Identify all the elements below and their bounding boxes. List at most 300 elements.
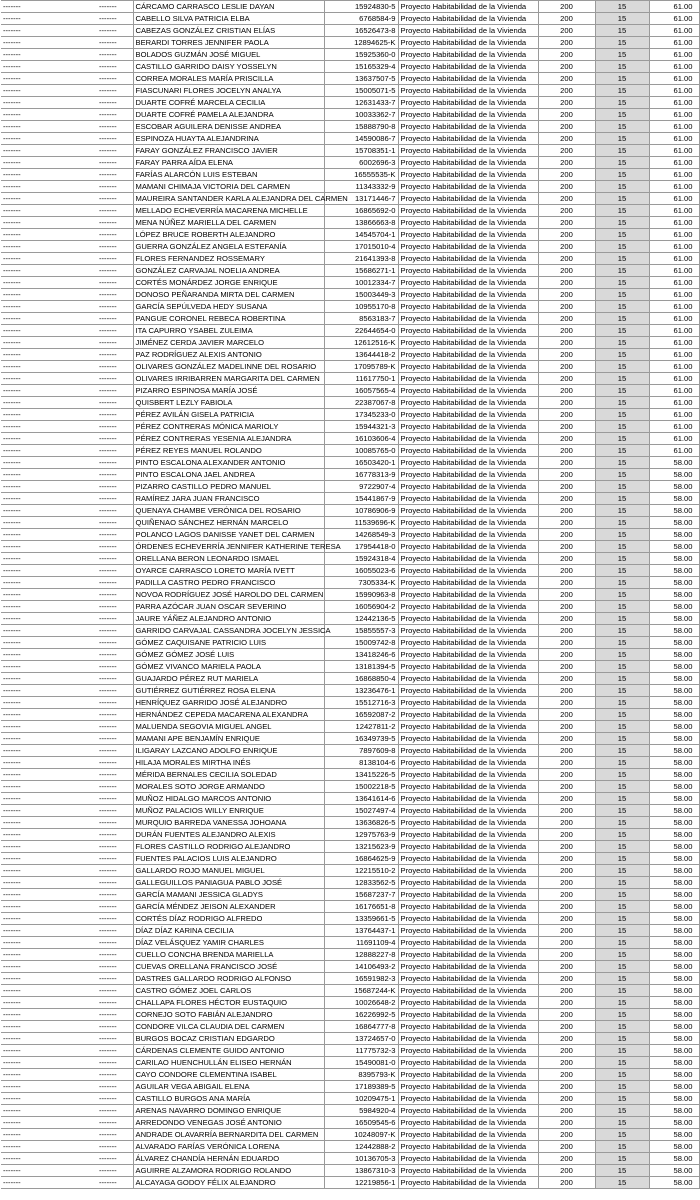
project-cell: Proyecto Habitabilidad de la Vivienda xyxy=(398,13,538,25)
rut-cell: 15687237-7 xyxy=(324,889,398,901)
table-row xyxy=(1,769,699,781)
score-cell: 58.00 xyxy=(649,601,699,613)
rut-cell: 16103606-4 xyxy=(324,433,398,445)
score-cell: 58.00 xyxy=(649,913,699,925)
project-cell: Proyecto Habitabilidad de la Vivienda xyxy=(398,637,538,649)
count-cell: 15 xyxy=(595,1153,649,1165)
count-cell: 15 xyxy=(595,217,649,229)
project-cell: Proyecto Habitabilidad de la Vivienda xyxy=(398,1153,538,1165)
count-cell: 15 xyxy=(595,949,649,961)
count-cell: 15 xyxy=(595,829,649,841)
placeholder-cell: ------- xyxy=(1,661,97,673)
placeholder-cell: ------- xyxy=(1,97,97,109)
score-cell: 58.00 xyxy=(649,793,699,805)
project-cell: Proyecto Habitabilidad de la Vivienda xyxy=(398,973,538,985)
amount-cell: 200 xyxy=(538,373,595,385)
placeholder-cell: ------- xyxy=(1,13,97,25)
score-cell: 61.00 xyxy=(649,349,699,361)
table-row xyxy=(1,361,699,373)
name-cell: GUAJARDO PÉREZ RUT MARIELA xyxy=(133,673,324,685)
count-cell: 15 xyxy=(595,889,649,901)
rut-cell: 15925360-0 xyxy=(324,49,398,61)
name-cell: QUIÑENAO SÁNCHEZ HERNÁN MARCELO xyxy=(133,517,324,529)
project-cell: Proyecto Habitabilidad de la Vivienda xyxy=(398,577,538,589)
placeholder-cell: ------- xyxy=(97,745,133,757)
table-row xyxy=(1,529,699,541)
amount-cell: 200 xyxy=(538,577,595,589)
project-cell: Proyecto Habitabilidad de la Vivienda xyxy=(398,601,538,613)
score-cell: 61.00 xyxy=(649,421,699,433)
count-cell: 15 xyxy=(595,181,649,193)
score-cell: 61.00 xyxy=(649,1,699,13)
placeholder-cell: ------- xyxy=(1,145,97,157)
score-cell: 61.00 xyxy=(649,193,699,205)
score-cell: 61.00 xyxy=(649,25,699,37)
placeholder-cell: ------- xyxy=(97,25,133,37)
placeholder-cell: ------- xyxy=(1,901,97,913)
score-cell: 61.00 xyxy=(649,157,699,169)
placeholder-cell: ------- xyxy=(97,769,133,781)
name-cell: ORELLANA BERON LEONARDO ISMAEL xyxy=(133,553,324,565)
count-cell: 15 xyxy=(595,1021,649,1033)
count-cell: 15 xyxy=(595,145,649,157)
name-cell: ARREDONDO VENEGAS JOSÉ ANTONIO xyxy=(133,1117,324,1129)
project-cell: Proyecto Habitabilidad de la Vivienda xyxy=(398,949,538,961)
name-cell: MURQUIO BARREDA VANESSA JOHOANA xyxy=(133,817,324,829)
placeholder-cell: ------- xyxy=(1,913,97,925)
table-row xyxy=(1,709,699,721)
placeholder-cell: ------- xyxy=(97,421,133,433)
placeholder-cell: ------- xyxy=(1,1153,97,1165)
placeholder-cell: ------- xyxy=(1,973,97,985)
name-cell: DUARTE COFRÉ MARCELA CECILIA xyxy=(133,97,324,109)
placeholder-cell: ------- xyxy=(1,1045,97,1057)
placeholder-cell: ------- xyxy=(97,1105,133,1117)
count-cell: 15 xyxy=(595,1045,649,1057)
count-cell: 15 xyxy=(595,313,649,325)
placeholder-cell: ------- xyxy=(1,49,97,61)
rut-cell: 14106493-2 xyxy=(324,961,398,973)
score-cell: 58.00 xyxy=(649,1069,699,1081)
placeholder-cell: ------- xyxy=(97,637,133,649)
placeholder-cell: ------- xyxy=(97,1165,133,1177)
score-cell: 61.00 xyxy=(649,205,699,217)
placeholder-cell: ------- xyxy=(1,709,97,721)
placeholder-cell: ------- xyxy=(1,673,97,685)
placeholder-cell: ------- xyxy=(97,349,133,361)
score-cell: 61.00 xyxy=(649,325,699,337)
score-cell: 61.00 xyxy=(649,169,699,181)
placeholder-cell: ------- xyxy=(97,61,133,73)
rut-cell: 17095789-K xyxy=(324,361,398,373)
table-row xyxy=(1,733,699,745)
count-cell: 15 xyxy=(595,817,649,829)
count-cell: 15 xyxy=(595,277,649,289)
amount-cell: 200 xyxy=(538,25,595,37)
rut-cell: 8138104-6 xyxy=(324,757,398,769)
placeholder-cell: ------- xyxy=(1,769,97,781)
score-cell: 58.00 xyxy=(649,1141,699,1153)
rut-cell: 10955170-8 xyxy=(324,301,398,313)
name-cell: PÉREZ CONTRERAS YESENIA ALEJANDRA xyxy=(133,433,324,445)
table-row xyxy=(1,1033,699,1045)
amount-cell: 200 xyxy=(538,973,595,985)
rut-cell: 11539696-K xyxy=(324,517,398,529)
score-cell: 58.00 xyxy=(649,1021,699,1033)
project-cell: Proyecto Habitabilidad de la Vivienda xyxy=(398,709,538,721)
placeholder-cell: ------- xyxy=(1,733,97,745)
name-cell: CASTRO GÓMEZ JOEL CARLOS xyxy=(133,985,324,997)
name-cell: FUENTES PALACIOS LUIS ALEJANDRO xyxy=(133,853,324,865)
score-cell: 61.00 xyxy=(649,433,699,445)
score-cell: 58.00 xyxy=(649,1153,699,1165)
placeholder-cell: ------- xyxy=(97,889,133,901)
amount-cell: 200 xyxy=(538,1093,595,1105)
amount-cell: 200 xyxy=(538,889,595,901)
amount-cell: 200 xyxy=(538,817,595,829)
amount-cell: 200 xyxy=(538,277,595,289)
name-cell: PINTO ESCALONA JAEL ANDREA xyxy=(133,469,324,481)
amount-cell: 200 xyxy=(538,961,595,973)
placeholder-cell: ------- xyxy=(1,685,97,697)
project-cell: Proyecto Habitabilidad de la Vivienda xyxy=(398,1117,538,1129)
amount-cell: 200 xyxy=(538,457,595,469)
project-cell: Proyecto Habitabilidad de la Vivienda xyxy=(398,553,538,565)
score-cell: 58.00 xyxy=(649,517,699,529)
count-cell: 15 xyxy=(595,85,649,97)
placeholder-cell: ------- xyxy=(97,1081,133,1093)
score-cell: 61.00 xyxy=(649,265,699,277)
count-cell: 15 xyxy=(595,109,649,121)
table-row xyxy=(1,1,699,13)
name-cell: POLANCO LAGOS DANISSE YANET DEL CARMEN xyxy=(133,529,324,541)
placeholder-cell: ------- xyxy=(97,265,133,277)
project-cell: Proyecto Habitabilidad de la Vivienda xyxy=(398,493,538,505)
rut-cell: 13415226-5 xyxy=(324,769,398,781)
table-row xyxy=(1,421,699,433)
count-cell: 15 xyxy=(595,265,649,277)
placeholder-cell: ------- xyxy=(1,697,97,709)
rut-cell: 15686271-1 xyxy=(324,265,398,277)
placeholder-cell: ------- xyxy=(97,1117,133,1129)
count-cell: 15 xyxy=(595,253,649,265)
amount-cell: 200 xyxy=(538,877,595,889)
placeholder-cell: ------- xyxy=(97,409,133,421)
placeholder-cell: ------- xyxy=(1,637,97,649)
score-cell: 61.00 xyxy=(649,445,699,457)
name-cell: BERARDI TORRES JENNIFER PAOLA xyxy=(133,37,324,49)
amount-cell: 200 xyxy=(538,997,595,1009)
project-cell: Proyecto Habitabilidad de la Vivienda xyxy=(398,889,538,901)
score-cell: 58.00 xyxy=(649,949,699,961)
amount-cell: 200 xyxy=(538,385,595,397)
table-row xyxy=(1,1105,699,1117)
placeholder-cell: ------- xyxy=(97,337,133,349)
name-cell: CUEVAS ORELLANA FRANCISCO JOSÉ xyxy=(133,961,324,973)
rut-cell: 13181394-5 xyxy=(324,661,398,673)
rut-cell: 13215623-9 xyxy=(324,841,398,853)
count-cell: 15 xyxy=(595,913,649,925)
project-cell: Proyecto Habitabilidad de la Vivienda xyxy=(398,769,538,781)
project-cell: Proyecto Habitabilidad de la Vivienda xyxy=(398,229,538,241)
count-cell: 15 xyxy=(595,157,649,169)
placeholder-cell: ------- xyxy=(97,505,133,517)
project-cell: Proyecto Habitabilidad de la Vivienda xyxy=(398,781,538,793)
project-cell: Proyecto Habitabilidad de la Vivienda xyxy=(398,253,538,265)
rut-cell: 6768584-9 xyxy=(324,13,398,25)
rut-cell: 13171446-7 xyxy=(324,193,398,205)
name-cell: RAMÍREZ JARA JUAN FRANCISCO xyxy=(133,493,324,505)
name-cell: CORTÉS DÍAZ RODRIGO ALFREDO xyxy=(133,913,324,925)
amount-cell: 200 xyxy=(538,781,595,793)
count-cell: 15 xyxy=(595,445,649,457)
placeholder-cell: ------- xyxy=(1,1081,97,1093)
name-cell: CORTÉS MONÁRDEZ JORGE ENRIQUE xyxy=(133,277,324,289)
rut-cell: 10033362-7 xyxy=(324,109,398,121)
score-cell: 61.00 xyxy=(649,385,699,397)
amount-cell: 200 xyxy=(538,733,595,745)
count-cell: 15 xyxy=(595,1141,649,1153)
project-cell: Proyecto Habitabilidad de la Vivienda xyxy=(398,1069,538,1081)
project-cell: Proyecto Habitabilidad de la Vivienda xyxy=(398,961,538,973)
rut-cell: 9722907-4 xyxy=(324,481,398,493)
placeholder-cell: ------- xyxy=(1,445,97,457)
table-row xyxy=(1,25,699,37)
table-row xyxy=(1,133,699,145)
count-cell: 15 xyxy=(595,241,649,253)
amount-cell: 200 xyxy=(538,61,595,73)
count-cell: 15 xyxy=(595,517,649,529)
table-row xyxy=(1,385,699,397)
score-cell: 61.00 xyxy=(649,241,699,253)
table-row xyxy=(1,217,699,229)
amount-cell: 200 xyxy=(538,865,595,877)
table-row xyxy=(1,505,699,517)
amount-cell: 200 xyxy=(538,1117,595,1129)
rut-cell: 16864625-9 xyxy=(324,853,398,865)
amount-cell: 200 xyxy=(538,1105,595,1117)
count-cell: 15 xyxy=(595,577,649,589)
placeholder-cell: ------- xyxy=(1,517,97,529)
placeholder-cell: ------- xyxy=(1,397,97,409)
amount-cell: 200 xyxy=(538,493,595,505)
count-cell: 15 xyxy=(595,589,649,601)
name-cell: DUARTE COFRÉ PAMELA ALEJANDRA xyxy=(133,109,324,121)
table-row xyxy=(1,637,699,649)
project-cell: Proyecto Habitabilidad de la Vivienda xyxy=(398,1093,538,1105)
score-cell: 58.00 xyxy=(649,1117,699,1129)
count-cell: 15 xyxy=(595,1033,649,1045)
count-cell: 15 xyxy=(595,1009,649,1021)
placeholder-cell: ------- xyxy=(1,325,97,337)
project-cell: Proyecto Habitabilidad de la Vivienda xyxy=(398,97,538,109)
amount-cell: 200 xyxy=(538,217,595,229)
name-cell: PARRA AZÓCAR JUAN OSCAR SEVERINO xyxy=(133,601,324,613)
table-row xyxy=(1,229,699,241)
amount-cell: 200 xyxy=(538,145,595,157)
rut-cell: 8563183-7 xyxy=(324,313,398,325)
placeholder-cell: ------- xyxy=(97,997,133,1009)
score-cell: 61.00 xyxy=(649,13,699,25)
score-cell: 61.00 xyxy=(649,49,699,61)
name-cell: GARCÍA MÉNDEZ JEISON ALEXANDER xyxy=(133,901,324,913)
amount-cell: 200 xyxy=(538,601,595,613)
amount-cell: 200 xyxy=(538,49,595,61)
count-cell: 15 xyxy=(595,73,649,85)
project-cell: Proyecto Habitabilidad de la Vivienda xyxy=(398,85,538,97)
count-cell: 15 xyxy=(595,493,649,505)
score-cell: 61.00 xyxy=(649,289,699,301)
amount-cell: 200 xyxy=(538,661,595,673)
name-cell: JAURE YÁÑEZ ALEJANDRO ANTONIO xyxy=(133,613,324,625)
score-cell: 61.00 xyxy=(649,97,699,109)
project-cell: Proyecto Habitabilidad de la Vivienda xyxy=(398,421,538,433)
score-cell: 58.00 xyxy=(649,493,699,505)
amount-cell: 200 xyxy=(538,553,595,565)
name-cell: ESPINOZA HUAYTA ALEJANDRINA xyxy=(133,133,324,145)
table-row xyxy=(1,325,699,337)
rut-cell: 15924318-4 xyxy=(324,553,398,565)
table-row xyxy=(1,409,699,421)
placeholder-cell: ------- xyxy=(1,85,97,97)
rut-cell: 10085765-0 xyxy=(324,445,398,457)
placeholder-cell: ------- xyxy=(1,865,97,877)
score-cell: 61.00 xyxy=(649,85,699,97)
table-row xyxy=(1,313,699,325)
table-row xyxy=(1,397,699,409)
project-cell: Proyecto Habitabilidad de la Vivienda xyxy=(398,853,538,865)
placeholder-cell: ------- xyxy=(1,565,97,577)
count-cell: 15 xyxy=(595,1129,649,1141)
rut-cell: 15009742-8 xyxy=(324,637,398,649)
count-cell: 15 xyxy=(595,925,649,937)
amount-cell: 200 xyxy=(538,985,595,997)
project-cell: Proyecto Habitabilidad de la Vivienda xyxy=(398,61,538,73)
name-cell: GÓMEZ GÓMEZ JOSÉ LUIS xyxy=(133,649,324,661)
name-cell: PIZARRO CASTILLO PEDRO MANUEL xyxy=(133,481,324,493)
rut-cell: 13644418-2 xyxy=(324,349,398,361)
count-cell: 15 xyxy=(595,385,649,397)
rut-cell: 16865692-0 xyxy=(324,205,398,217)
count-cell: 15 xyxy=(595,1105,649,1117)
project-cell: Proyecto Habitabilidad de la Vivienda xyxy=(398,985,538,997)
name-cell: AGUIRRE ALZAMORA RODRIGO ROLANDO xyxy=(133,1165,324,1177)
count-cell: 15 xyxy=(595,121,649,133)
placeholder-cell: ------- xyxy=(1,361,97,373)
amount-cell: 200 xyxy=(538,13,595,25)
amount-cell: 200 xyxy=(538,37,595,49)
project-cell: Proyecto Habitabilidad de la Vivienda xyxy=(398,145,538,157)
placeholder-cell: ------- xyxy=(97,733,133,745)
score-cell: 61.00 xyxy=(649,73,699,85)
table-row xyxy=(1,1141,699,1153)
name-cell: QUENAYA CHAMBE VERÓNICA DEL ROSARIO xyxy=(133,505,324,517)
rut-cell: 12442136-5 xyxy=(324,613,398,625)
count-cell: 15 xyxy=(595,133,649,145)
count-cell: 15 xyxy=(595,793,649,805)
project-cell: Proyecto Habitabilidad de la Vivienda xyxy=(398,505,538,517)
project-cell: Proyecto Habitabilidad de la Vivienda xyxy=(398,817,538,829)
placeholder-cell: ------- xyxy=(1,1141,97,1153)
placeholder-cell: ------- xyxy=(97,361,133,373)
amount-cell: 200 xyxy=(538,541,595,553)
placeholder-cell: ------- xyxy=(97,553,133,565)
amount-cell: 200 xyxy=(538,397,595,409)
placeholder-cell: ------- xyxy=(97,601,133,613)
project-cell: Proyecto Habitabilidad de la Vivienda xyxy=(398,289,538,301)
name-cell: DÍAZ VELÁSQUEZ YAMIR CHARLES xyxy=(133,937,324,949)
rut-cell: 12894625-K xyxy=(324,37,398,49)
project-cell: Proyecto Habitabilidad de la Vivienda xyxy=(398,793,538,805)
placeholder-cell: ------- xyxy=(97,469,133,481)
name-cell: CABEZAS GONZÁLEZ CRISTIAN ELÍAS xyxy=(133,25,324,37)
score-cell: 61.00 xyxy=(649,217,699,229)
amount-cell: 200 xyxy=(538,181,595,193)
amount-cell: 200 xyxy=(538,421,595,433)
rut-cell: 15990963-8 xyxy=(324,589,398,601)
placeholder-cell: ------- xyxy=(97,97,133,109)
placeholder-cell: ------- xyxy=(1,961,97,973)
rut-cell: 16503420-1 xyxy=(324,457,398,469)
score-cell: 61.00 xyxy=(649,181,699,193)
count-cell: 15 xyxy=(595,961,649,973)
amount-cell: 200 xyxy=(538,1069,595,1081)
rut-cell: 8395793-K xyxy=(324,1069,398,1081)
project-cell: Proyecto Habitabilidad de la Vivienda xyxy=(398,997,538,1009)
placeholder-cell: ------- xyxy=(97,1057,133,1069)
table-row xyxy=(1,1153,699,1165)
amount-cell: 200 xyxy=(538,109,595,121)
placeholder-cell: ------- xyxy=(1,937,97,949)
placeholder-cell: ------- xyxy=(1,385,97,397)
placeholder-cell: ------- xyxy=(97,169,133,181)
table-row xyxy=(1,493,699,505)
name-cell: GUTIÉRREZ GUTIÉRREZ ROSA ELENA xyxy=(133,685,324,697)
count-cell: 15 xyxy=(595,877,649,889)
placeholder-cell: ------- xyxy=(97,85,133,97)
placeholder-cell: ------- xyxy=(97,673,133,685)
project-cell: Proyecto Habitabilidad de la Vivienda xyxy=(398,121,538,133)
name-cell: ITA CAPURRO YSABEL ZULEIMA xyxy=(133,325,324,337)
count-cell: 15 xyxy=(595,745,649,757)
placeholder-cell: ------- xyxy=(1,925,97,937)
rut-cell: 22387067-8 xyxy=(324,397,398,409)
score-cell: 58.00 xyxy=(649,661,699,673)
name-cell: GALLARDO ROJO MANUEL MIGUEL xyxy=(133,865,324,877)
score-cell: 61.00 xyxy=(649,37,699,49)
project-cell: Proyecto Habitabilidad de la Vivienda xyxy=(398,1165,538,1177)
amount-cell: 200 xyxy=(538,793,595,805)
placeholder-cell: ------- xyxy=(97,961,133,973)
count-cell: 15 xyxy=(595,409,649,421)
name-cell: PÉREZ REYES MANUEL ROLANDO xyxy=(133,445,324,457)
placeholder-cell: ------- xyxy=(97,121,133,133)
amount-cell: 200 xyxy=(538,925,595,937)
score-cell: 58.00 xyxy=(649,841,699,853)
placeholder-cell: ------- xyxy=(97,817,133,829)
table-row xyxy=(1,49,699,61)
amount-cell: 200 xyxy=(538,433,595,445)
project-cell: Proyecto Habitabilidad de la Vivienda xyxy=(398,925,538,937)
placeholder-cell: ------- xyxy=(1,757,97,769)
rut-cell: 15924830-5 xyxy=(324,1,398,13)
table-row xyxy=(1,841,699,853)
amount-cell: 200 xyxy=(538,589,595,601)
score-cell: 58.00 xyxy=(649,889,699,901)
score-cell: 61.00 xyxy=(649,229,699,241)
placeholder-cell: ------- xyxy=(97,1009,133,1021)
project-cell: Proyecto Habitabilidad de la Vivienda xyxy=(398,433,538,445)
